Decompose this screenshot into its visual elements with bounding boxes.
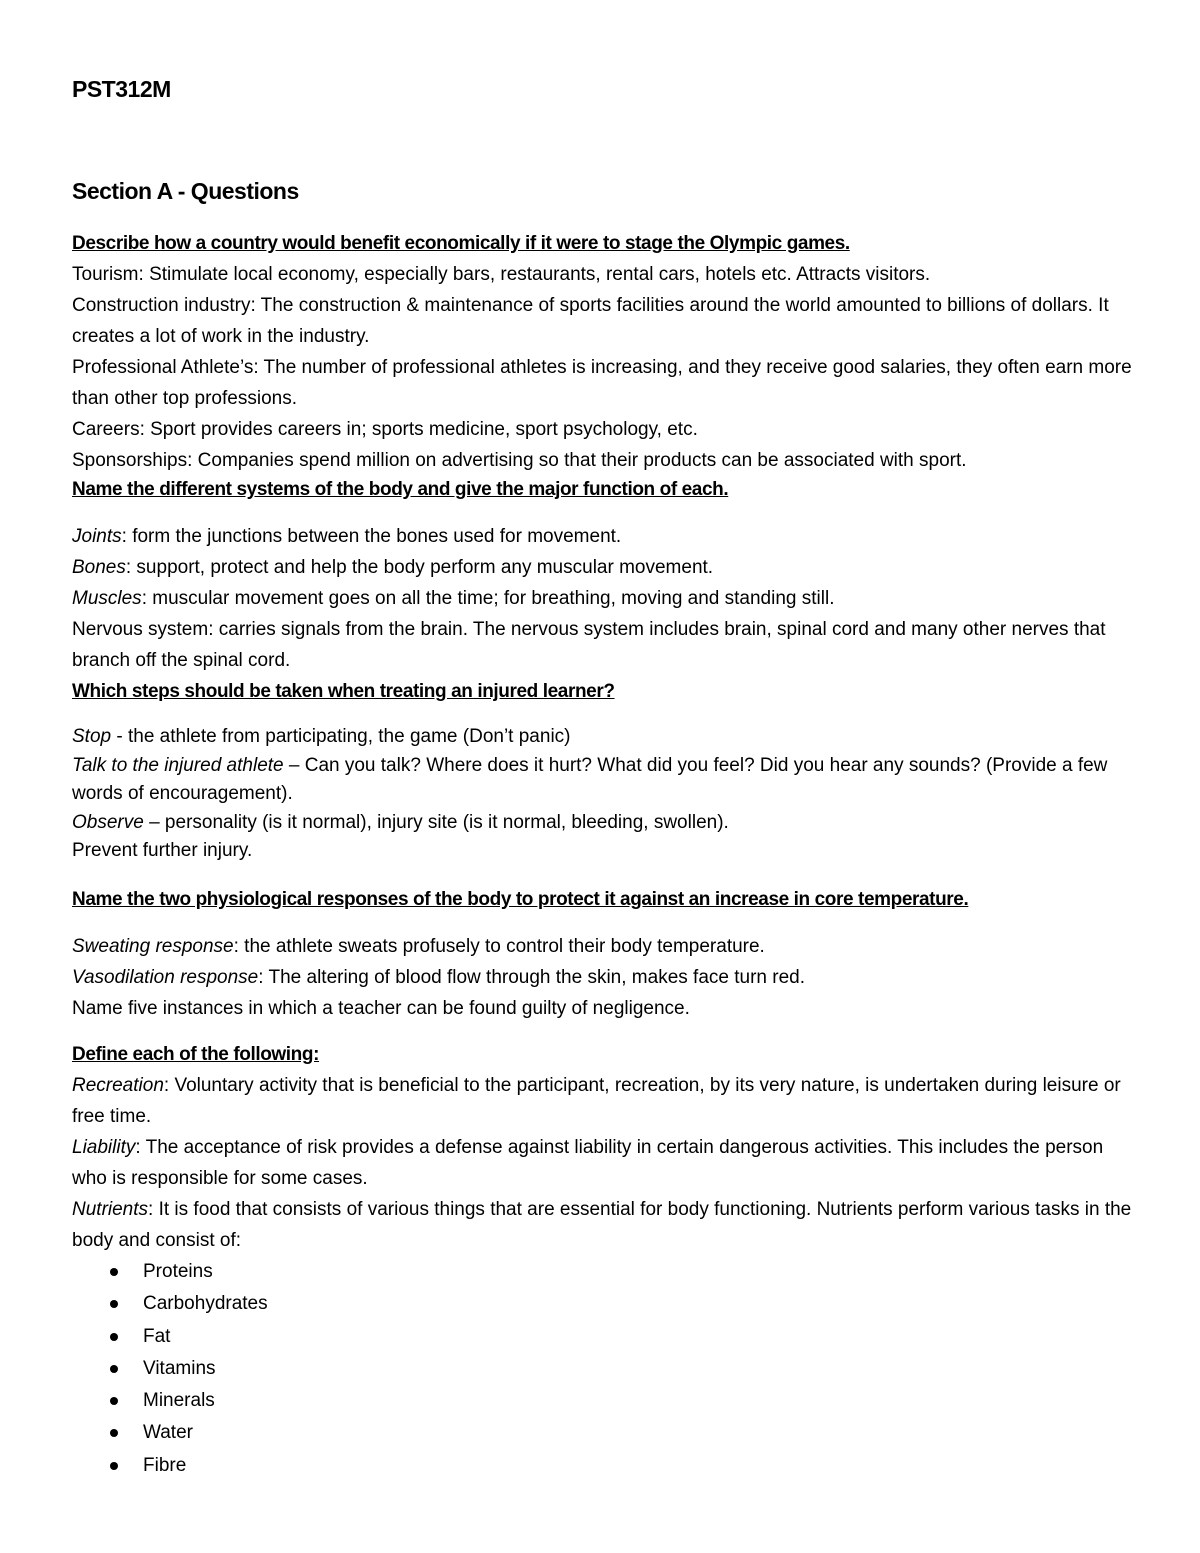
question-5-heading: Define each of the following:	[72, 1044, 320, 1065]
text-recreation: : Voluntary activity that is beneficial to the participant, recreation, by its very nature, is undertaken during leisure or free time.	[72, 1075, 1121, 1127]
term-muscles: Muscles	[72, 588, 142, 609]
question-1-block	[72, 228, 1132, 476]
text-sweating: : the athlete sweats profusely to control their body temperature.	[233, 936, 765, 957]
text-muscles: : muscular movement goes on all the time; for breathing, moving and standing still.	[141, 588, 835, 609]
answer-construction: Construction industry: The construction & maintenance of sports facilities around the world amounted to billions of dollars. It creates a lot of work in the industry.	[72, 295, 1109, 347]
list-item	[72, 1256, 1132, 1288]
term-bones: Bones	[72, 557, 126, 578]
question-4-heading: Name the two physiological responses of the body to protect it against an increase in core temperature.	[72, 889, 969, 910]
term-recreation: Recreation	[72, 1075, 164, 1096]
text-bones: : support, protect and help the body perform any muscular movement.	[125, 557, 714, 578]
term-observe: Observe	[72, 811, 144, 833]
question-5-block	[72, 1039, 1132, 1482]
answer-liability	[72, 1132, 1132, 1194]
negligence-question: Name five instances in which a teacher can be found guilty of negligence.	[72, 998, 690, 1019]
answer-vasodilation	[72, 962, 1132, 993]
step-observe	[72, 809, 1132, 838]
answer-tourism: Tourism: Stimulate local economy, especially bars, restaurants, rental cars, hotels etc. Attracts visitors.	[72, 264, 931, 285]
list-item-label: Vitamins	[143, 1357, 216, 1379]
answer-recreation	[72, 1070, 1132, 1132]
answer-steps	[72, 723, 1132, 866]
term-talk: Talk to the injured athlete	[72, 754, 284, 776]
bullet-icon	[110, 1429, 118, 1437]
term-sweating: Sweating response	[72, 936, 234, 957]
list-item-label: Fibre	[143, 1454, 187, 1476]
section-title: Section A - Questions	[72, 178, 299, 204]
term-joints: Joints	[72, 526, 122, 547]
bullet-icon	[110, 1268, 118, 1276]
list-item-label: Water	[143, 1422, 193, 1444]
answer-nervous-system: Nervous system: carries signals from the brain. The nervous system includes brain, spinal cord and many other nerves that branch off the spinal cord.	[72, 619, 1106, 671]
list-item	[72, 1353, 1132, 1385]
step-stop	[72, 723, 1132, 752]
text-joints: : form the junctions between the bones used for movement.	[121, 526, 622, 547]
answer-nutrients	[72, 1194, 1132, 1256]
bullet-icon	[110, 1333, 118, 1341]
course-code: PST312M	[72, 76, 171, 102]
answer-athletes: Professional Athlete’s: The number of professional athletes is increasing, and they receive good salaries, they often earn more than other top professions.	[72, 357, 1132, 409]
step-prevent: Prevent further injury.	[72, 840, 253, 861]
text-nutrients: : It is food that consists of various things that are essential for body functioning. Nutrients perform various tasks in the body and consist of:	[72, 1199, 1132, 1251]
nutrients-list	[72, 1256, 1132, 1482]
term-liability: Liability	[72, 1137, 136, 1158]
question-3-heading: Which steps should be taken when treating an injured learner?	[72, 681, 615, 702]
bullet-icon	[110, 1462, 118, 1470]
answer-careers: Careers: Sport provides careers in; sports medicine, sport psychology, etc.	[72, 419, 698, 440]
text-observe: – personality (is it normal), injury site (is it normal, bleeding, swollen).	[143, 811, 729, 833]
bullet-icon	[110, 1397, 118, 1405]
term-vasodilation: Vasodilation response	[72, 967, 259, 988]
list-item	[72, 1321, 1132, 1353]
text-talk: – Can you talk? Where does it hurt? What did you feel? Did you hear any sounds? (Provide a few words of encouragement).	[72, 754, 1108, 804]
list-item-label: Minerals	[143, 1390, 215, 1412]
list-item-label: Fat	[143, 1325, 171, 1347]
answer-sweating	[72, 931, 1132, 962]
question-3-block	[72, 676, 1132, 866]
question-2-heading: Name the different systems of the body and give the major function of each.	[72, 479, 729, 500]
list-item	[72, 1417, 1132, 1449]
list-item-label: Proteins	[143, 1261, 213, 1282]
answer-muscles	[72, 583, 1132, 614]
text-stop: - the athlete from participating, the game (Don’t panic)	[111, 726, 571, 747]
question-1-heading: Describe how a country would benefit economically if it were to stage the Olympic games.	[72, 233, 850, 254]
answer-bones	[72, 552, 1132, 583]
term-nutrients: Nutrients	[72, 1199, 149, 1220]
list-item	[72, 1450, 1132, 1482]
question-4-block	[72, 884, 1132, 1024]
step-talk	[72, 752, 1132, 809]
text-vasodilation: : The altering of blood flow through the skin, makes face turn red.	[258, 967, 805, 988]
term-stop: Stop	[72, 726, 112, 747]
bullet-icon	[110, 1365, 118, 1373]
question-2-block	[72, 474, 1132, 676]
list-item	[72, 1288, 1132, 1320]
answer-joints	[72, 521, 1132, 552]
list-item-label: Carbohydrates	[143, 1293, 268, 1315]
text-liability: : The acceptance of risk provides a defense against liability in certain dangerous activities. This includes the person who is responsible for some cases.	[72, 1137, 1104, 1189]
bullet-icon	[110, 1300, 118, 1308]
answer-sponsorships: Sponsorships: Companies spend million on advertising so that their products can be associated with sport.	[72, 450, 967, 471]
list-item	[72, 1385, 1132, 1417]
